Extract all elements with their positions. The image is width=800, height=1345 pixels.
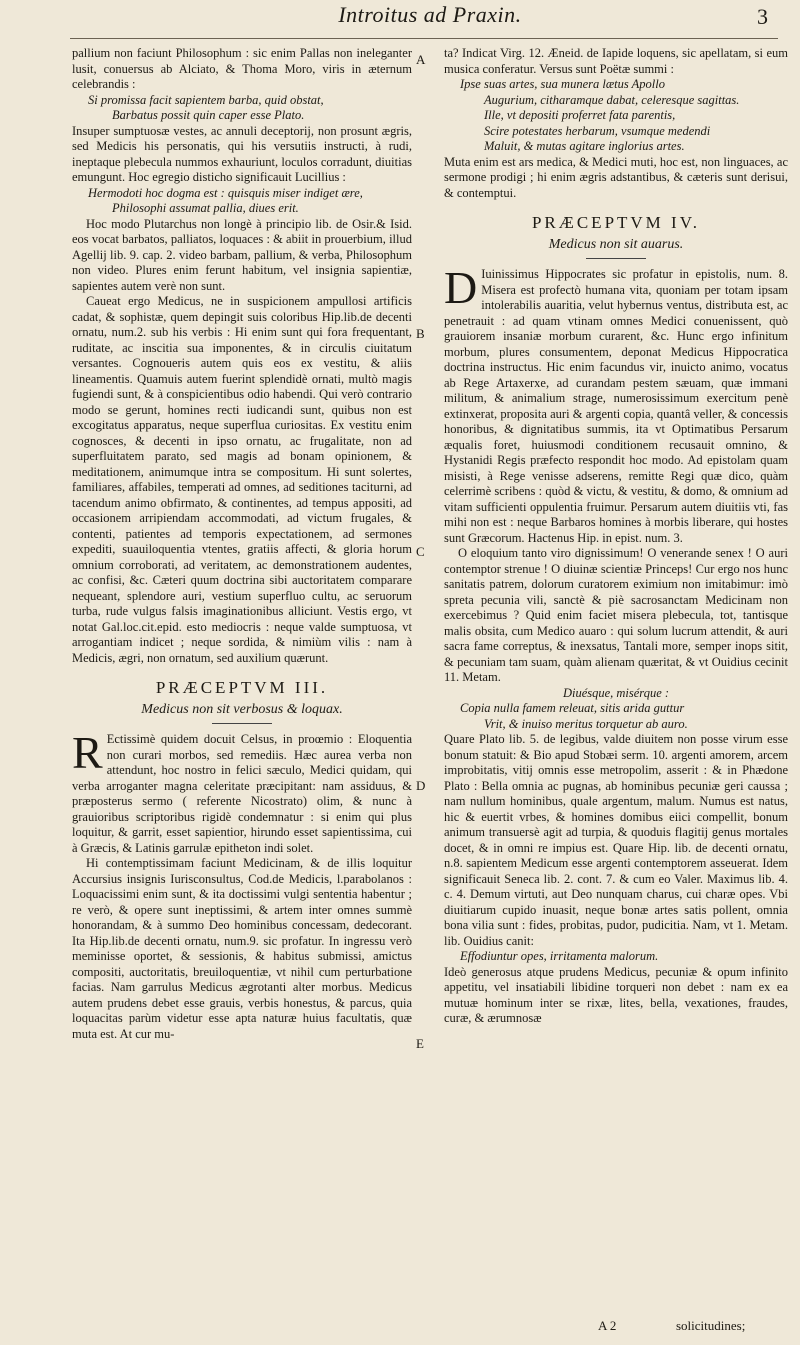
margin-letter-c: C xyxy=(416,544,425,559)
precept-3-title: PRÆCEPTVM III. xyxy=(155,678,329,697)
catchword: solicitudines; xyxy=(676,1318,746,1333)
verse-line: Barbatus possit quin caper esse Plato. xyxy=(112,108,305,122)
right-column xyxy=(444,46,788,1027)
precept-4-subtitle: Medicus non sit auarus. xyxy=(548,236,684,252)
verse-line: Maluit, & mutas agitare inglorius artes. xyxy=(484,139,685,153)
page-number: 3 xyxy=(757,4,768,29)
drop-cap: D xyxy=(444,262,478,313)
verse-line: Ille, vt depositi proferret fata parentis, xyxy=(484,108,676,122)
margin-letter-e: E xyxy=(416,1036,424,1051)
verse-line: Hermodoti hoc dogma est : quisquis miser indiget ære, xyxy=(88,185,363,200)
paragraph-text: Ectissimè quidem docuit Celsus, in proœmio : Eloquentia non curari morbos, sed remediis. Hæc aurea verba non attendunt, hoc nostro in felici sæculo, Medici quidam, qui verba arroganter magna celeritate præcipitant: nam assiduus, & præposterus sermo ( referente Nicostrato) olim, & nunc à grauioribus scriptoribus rigidè condemnatur : si enim qui plus loquitur, & garrit, esset sapientior, hirundo esset sapientissima, cui à Græcis, & Latinis garrulæ epitheton indi solet. xyxy=(72,732,412,855)
margin-letter-d: D xyxy=(416,778,426,793)
paragraph: O eloquium tanto viro dignissimum! O venerande senex ! O auri contemptor strenue ! O diuinæ scientiæ Princeps! Cur ergo nos hunc sanitatis patrem, dolorum curatorem eximium non imitabimur: imò spreta pecunia vili, sanctè & piè sacrosanctam Medicinam non exercebimus ? Quid enim faciet misera plebecula, tot, tantisque malis obsita, cum Medico auaro : qui solum lucrum attendit, & auri sacra fame correptus, & inexsatus, Tantali more, semper inops sitit, & pecuniam tam suam, quàm alienam quæritat, & vt Ouidius cecinit 11. Metam. xyxy=(444,546,788,684)
paragraph-text: Iuinissimus Hippocrates sic profatur in epistolis, num. 8. Misera est profectò humana vita, quoniam per totam ipsam intolerabilis auaritia, velut hybernus ventus, distributa est, ac penetrauit : ad quam vtinam omnes Medici conuenissent, quò grauiorem insaniæ morbum curarent, &c. Hunc ergo infinitum morbum, plures consumentem, deponat Medicus Hippocratica doctrina instructus. Hic enim facundus vir, inuicto animo, vocatus ab Rege Artaxerxe, ad curandam pestem sæuam, quæ immani militum, & animalium strage, numerosissimum exercitum penè extinxerat, proposita auri & argenti copia, quantâ veller, & concessis honoribus, & dignitatibus summis, ita vt Optimatibus Persarum æqualis foret, huiusmodi conditionem recusauit omnino, & Hystanidi Regis præfecto respondit hoc modo. Ad epistolam quam misisti, à Rege venisse adserens, remitte Regi quæ dico, quàm celerrimè scribens : quòd & victu, & vestitu, & domo, & omnium ad vitam sufficienti oppulentia fruimur. Persarum autem diuitiis vti, fas mihi non est : neque Barbaros homines à morbis liberare, qui hostes sunt Græcorum. Hactenus Hip. in epist. num. 3. xyxy=(444,267,788,545)
paragraph: ta? Indicat Virg. 12. Æneid. de Iapide loquens, sic apellatam, si eum musica conferatur. Versus sunt Poëtæ summi : xyxy=(444,46,788,76)
paragraph: pallium non faciunt Philosophum : sic enim Pallas non ineleganter lusit, conuersus ab Alciato, & Thoma Moro, viris in æternum celebrandis : xyxy=(72,46,412,91)
verse-line: Effodiuntur opes, irritamenta malorum. xyxy=(460,949,659,963)
paragraph: Quare Plato lib. 5. de legibus, valde diuitem non posse virum esse bonum statuit: & Bio apud Stobæi serm. 10. argenti amorem, arcem improbitatis, vitij omnis esse metropolim, asserit : & in Phædone Plato : Bella omnia ac pugnas, ab hominibus pecuniæ geri caussa ; nam nullum hominibus, quale argentum, malum. Numus est natus, hic & euertit vrbes, & homines domibus eiici compellit, bonum animum transuersè agit ad turpia, & quoduis flagitij genus mortales docet, & in omni re impius est. Quare Hip. lib. de decenti ornatu, n.8. sapientem Medicum esse argenti contemptorem asseuerat. Idem significauit Seneca lib. 2. cont. 7. & cum eo Valer. Maximus lib. 4. c. 4. Demum virtuti, aut Deo nunquam charus, cui charæ opes. Vbi diuitiarum cupido inuasit, neque bonæ artes satis pollent, omnia bona vilia sunt : fides, probitas, pudor, pudicitia. Nam, vt 1. Metam. lib. Ouidius canit: xyxy=(444,732,788,948)
verse-line: Ipse suas artes, sua munera lætus Apollo xyxy=(460,77,665,91)
paragraph xyxy=(72,727,412,856)
signature-mark: A 2 xyxy=(598,1318,617,1333)
verse-line: Scire potestates herbarum, vsumque medendi xyxy=(484,123,711,138)
verse-line: Si promissa facit sapientem barba, quid obstat, xyxy=(88,92,324,107)
running-title: Introitus ad Praxin. xyxy=(338,2,522,27)
left-column xyxy=(72,46,412,1042)
paragraph: Caueat ergo Medicus, ne in suspicionem ampullosi artificis cadat, & sophistæ, quem depingit suis coloribus Hip.lib.de decenti ornatu, num.2. sub his verbis : Hi enim sunt qui fora frequentant, ruditate, ac inscitia sua imponentes, & in circulis ciuitatum versantes. Cognoueris autem quis eos ex vestitu, & aliis lineamentis. Quamuis autem fuerint splendidè ornati, multò magis fugiendi sunt, & à conspicientibus odio habendi. Qui verò contrario modo se gerunt, homines recti iudicandi sunt, quibus non est excogitatus apparatus, neque superflua curiositas. Ex vestitu enim cognosces, & decenti in ipso ornatu, ac frugalitate, non ad superfluitatem parato, sed magis ad bonam opinionem, & meditationem, animumque intra se compositum. Hi sunt solertes, familiares, affabiles, temperati ad omnes, ad seditiones taciturni, ad tacendum animo obfirmato, & continentes, ad tempus appositi, ad occasionem arripiendam accommodati, ad victum frugales, & contenti, patientes ad temporis expectationem, ad sermones expediti, suauiloquentia vtentes, gratiis affecti, & gloria horum omnium corroborati, ad veritatem, ac demonstrationem audentes, ac confisi, &c. Cæteri quum doctrina sibi auctoritatem comparare nequeant, splendore auri, vestium superfluo cultu, ac seruorum turba, rude vulgus falsis imaginationibus alliciunt. Vestis ergo, vt notat Gal.loc.cit.epid. esto mediocris : neque valde sumptuosa, vt arrogantiam indicet ; neque sordida, & nimiùm vilis : nam à Medicis, ægri, non ornatum, sed auxilium quærunt. xyxy=(72,294,412,665)
margin-letter-b: B xyxy=(416,326,425,341)
verse-line: Copia nulla famem releuat, sitis arida guttur xyxy=(460,701,685,715)
paragraph: Hi contemptissimam faciunt Medicinam, & de illis loquitur Accursius insignis Iurisconsultus, Cod.de Medicis, l.parabolanos : Loquacissimi enim sunt, & ita doctissimi vulgi sententia habentur ; re verò, & opere sunt ineptissimi, & artem inter omnes summè honorandam, & à summo Deo hominibus concessam, dedecorant. Ita Hip.lib.de decenti ornatu, num.9. sic profatur. In ingressu verò meminisse oportet, & sessionis, & habitus submissi, amictus compositi, auctoritatis, breuiloquentiæ, vt nihil cum perturbatione facias. Nam garrulus Medicus ægrotanti alter morbus. Medicus autem prudens debet esse grauis, verbis honestus, & parcus, quia loquacitas parùm videtur esse apta naturæ huius facultatis, quæ muta est. At cur mu- xyxy=(72,856,412,1041)
precept-3-subtitle: Medicus non sit verbosus & loquax. xyxy=(141,701,343,717)
section-rule xyxy=(212,723,272,724)
drop-cap: R xyxy=(72,727,103,778)
paragraph: Muta enim est ars medica, & Medici muti, hoc est, non linguaces, ac sermone prodigi ; hi enim ægris adstantibus, & cæteris sunt derisui, & contemptui. xyxy=(444,154,788,200)
verse-line: Vrit, & inuiso meritus torquetur ab auro. xyxy=(484,716,688,731)
paragraph: Hoc modo Plutarchus non longè à principio lib. de Osir.& Isid. eos vocat barbatos, palliatos, loquaces : & abiit in prouerbium, illud Agellij lib. 9. cap. 2. video barbam, pallium, & verba, Philosophum non video. Plures enim ferunt habitum, vel insignia sapientiæ, sapientes autem verè non sunt. xyxy=(72,216,412,293)
precept-4-title: PRÆCEPTVM IV. xyxy=(531,213,701,232)
header-rule xyxy=(70,38,778,39)
verse-line: Philosophi assumat pallia, diues erit. xyxy=(112,201,299,215)
paragraph: Ideò generosus atque prudens Medicus, pecuniæ & opum infinito appetitu, vel insatiabili libidine torqueri non debet : nam ex ea mutuæ hominum inter se rixæ, lites, bella, vexationes, fraudes, curæ, & ærumnosæ xyxy=(444,964,788,1025)
verse-line: Augurium, citharamque dabat, celeresque sagittas. xyxy=(484,92,740,107)
paragraph xyxy=(444,262,788,546)
section-rule xyxy=(586,258,646,259)
verse-line: Diuésque, misérque : xyxy=(562,685,670,700)
margin-letter-a: A xyxy=(416,52,426,67)
paragraph: Insuper sumptuosæ vestes, ac annuli deceptorij, non prosunt ægris, sed Medicis his personatis, qui his versutiis instructi, à rudi, ineptaque plebecula nummos exhauriunt, loculos corradunt, diuitias emungunt. Hoc egregio disticho significauit Lucillius : xyxy=(72,123,412,184)
